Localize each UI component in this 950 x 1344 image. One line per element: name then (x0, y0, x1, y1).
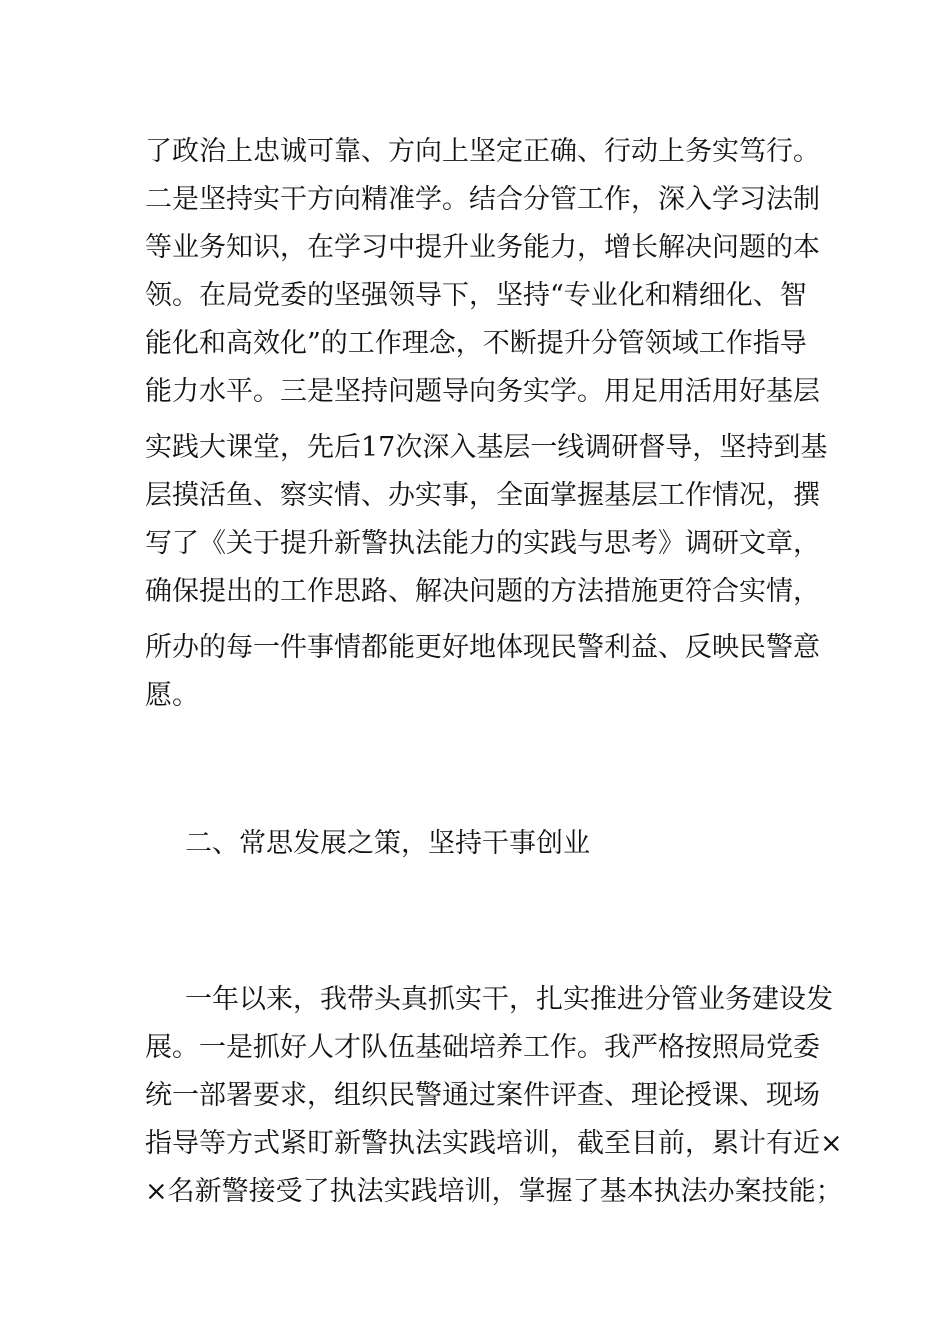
paragraph-1-line: 确保提出的工作思路、解决问题的方法措施更符合实情， (145, 576, 820, 607)
paragraph-1-line: 领。在局党委的坚强领导下，坚持“专业化和精细化、智 (145, 280, 807, 311)
paragraph-1-line: 愿。 (145, 680, 199, 711)
paragraph-2-line: 展。一是抓好人才队伍基础培养工作。我严格按照局党委 (145, 1032, 820, 1063)
paragraph-1-line: 实践大课堂，先后17次深入基层一线调研督导，坚持到基 (145, 432, 828, 463)
paragraph-1-line: 了政治上忠诚可靠、方向上坚定正确、行动上务实笃行。 (145, 136, 820, 167)
paragraph-1-line: 所办的每一件事情都能更好地体现民警利益、反映民警意 (145, 632, 820, 663)
paragraph-2-line: 统一部署要求，组织民警通过案件评查、理论授课、现场 (145, 1080, 820, 1111)
paragraph-2-line: 一年以来，我带头真抓实干，扎实推进分管业务建设发 (185, 984, 833, 1015)
paragraph-1-line: 写了《关于提升新警执法能力的实践与思考》调研文章， (145, 528, 820, 559)
paragraph-1-line: 二是坚持实干方向精准学。结合分管工作，深入学习法制 (145, 184, 820, 215)
paragraph-1-line: 等业务知识，在学习中提升业务能力，增长解决问题的本 (145, 232, 820, 263)
paragraph-1-line: 层摸活鱼、察实情、办实事，全面掌握基层工作情况，撰 (145, 480, 820, 511)
section-heading: 二、常思发展之策，坚持干事创业 (185, 828, 590, 859)
paragraph-1-line: 能化和高效化”的工作理念，不断提升分管领域工作指导 (145, 328, 807, 359)
paragraph-2-line: ×名新警接受了执法实践培训，掌握了基本执法办案技能； (145, 1176, 843, 1207)
paragraph-2-line: 指导等方式紧盯新警执法实践培训，截至目前，累计有近× (145, 1128, 843, 1159)
paragraph-1-line: 能力水平。三是坚持问题导向务实学。用足用活用好基层 (145, 376, 820, 407)
